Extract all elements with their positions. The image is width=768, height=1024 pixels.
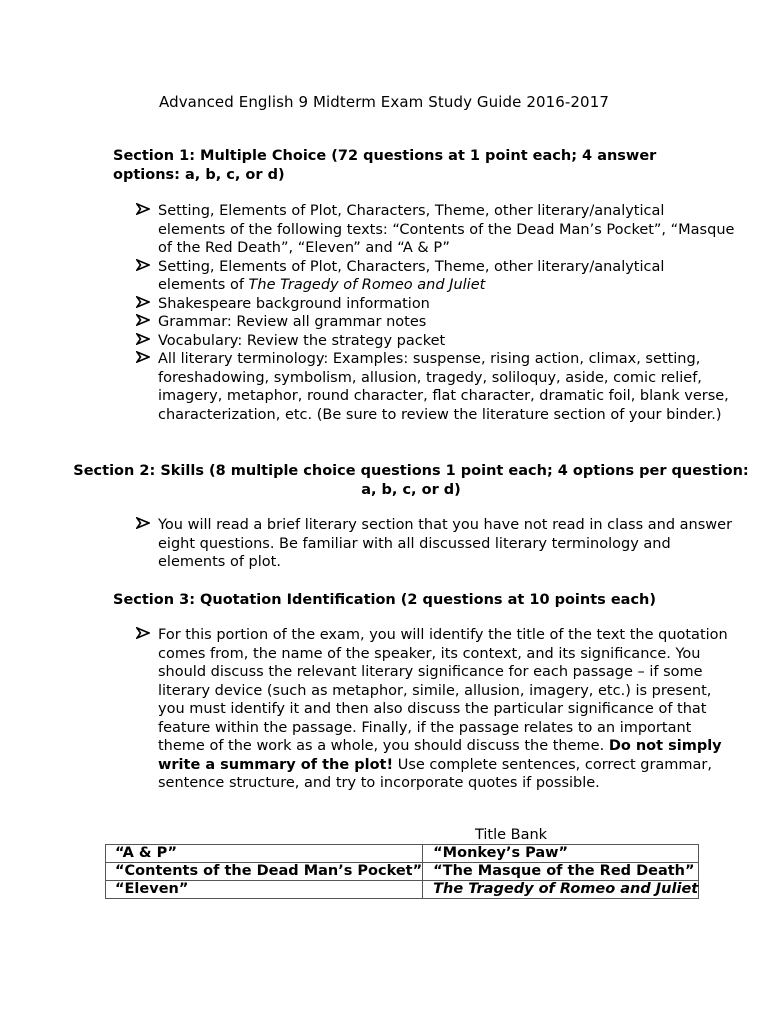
arrowhead-bullet-icon [136, 332, 152, 351]
title-bank-label: Title Bank [474, 827, 548, 843]
list-item [136, 202, 736, 258]
table-row [106, 863, 699, 881]
list-item-text: All literary terminology: Examples: suspense, rising action, climax, setting, foreshadowing, symbolism, allusion, tragedy, soliloquy, aside, comic relief, imagery, metaphor, round character, flat character, dramatic foil, blank verse, characterization, etc. (Be sure to review the literature section of your binder.) [158, 351, 729, 423]
section1-heading [113, 147, 713, 184]
italic-title: The Tragedy of Romeo and Juliet [248, 277, 486, 293]
list-item [136, 626, 736, 793]
table-row [106, 881, 699, 899]
list-item [136, 516, 736, 572]
arrowhead-bullet-icon [136, 202, 152, 221]
page-title: Advanced English 9 Midterm Exam Study Guide 2016-2017 [158, 93, 609, 111]
table-row [106, 845, 699, 863]
list-item-text: Setting, Elements of Plot, Characters, Theme, other literary/analytical elements of the following texts: “Contents of the Dead Man’s Pocket”, “Masque of the Red Death”, “Eleven” and “A & P” [158, 203, 735, 256]
list-item-text: Grammar: Review all grammar notes [158, 314, 427, 330]
table-cell: “Eleven” [106, 881, 423, 899]
section1-heading-line1: Section 1: Multiple Choice (72 questions at 1 point each; 4 answer [113, 148, 657, 164]
arrowhead-bullet-icon [136, 258, 152, 277]
list-item [136, 332, 736, 351]
title-bank-table [105, 844, 699, 899]
section2-heading-line1: Section 2: Skills (8 multiple choice questions 1 point each; 4 options per question: [73, 463, 749, 479]
list-item-text: You will read a brief literary section that you have not read in class and answer eight questions. Be familiar with all discussed literary terminology and elements of plot. [158, 517, 733, 570]
section1-list [136, 202, 736, 424]
list-item [136, 350, 736, 424]
list-item [136, 295, 736, 314]
section2-heading-line2: a, b, c, or d) [361, 481, 461, 498]
table-cell: “Monkey’s Paw” [423, 845, 699, 863]
table-cell: The Tragedy of Romeo and Juliet [423, 881, 699, 899]
table-cell: “A & P” [106, 845, 423, 863]
arrowhead-bullet-icon [136, 516, 152, 535]
section1-heading-line2: options: a, b, c, or d) [113, 166, 285, 183]
section3-list [136, 626, 736, 793]
table-cell: “The Masque of the Red Death” [423, 863, 699, 881]
list-item-text: Use complete sentences, correct grammar, sentence structure, and try to incorporate quotes if possible. [158, 756, 713, 791]
arrowhead-bullet-icon [136, 313, 152, 332]
bold-warning: Do not simply write a summary of the plot! [158, 738, 722, 773]
section2-heading [57, 462, 765, 499]
arrowhead-bullet-icon [136, 295, 152, 314]
list-item [136, 313, 736, 332]
arrowhead-bullet-icon [136, 626, 152, 645]
list-item-text: Shakespeare background information [158, 295, 430, 312]
list-item [136, 258, 736, 295]
section3-heading: Section 3: Quotation Identification (2 questions at 10 points each) [113, 592, 656, 608]
list-item-text: For this portion of the exam, you will identify the title of the text the quotation comes from, the name of the speaker, its context, and its significance. You should discuss the relevant literary significance for each passage – if some literary device (such as metaphor, simile, allusion, imagery, etc.) is present, you must identify it and then also discuss the particular significance of that feature within the passage. Finally, if the passage relates to an important theme of the work as a whole, you should discuss the theme. [158, 627, 728, 754]
list-item-text: Vocabulary: Review the strategy packet [158, 332, 446, 349]
arrowhead-bullet-icon [136, 350, 152, 369]
list-item-text: Setting, Elements of Plot, Characters, Theme, other literary/analytical elements of [158, 258, 665, 293]
table-cell: “Contents of the Dead Man’s Pocket” [106, 863, 423, 881]
section2-list [136, 516, 736, 572]
